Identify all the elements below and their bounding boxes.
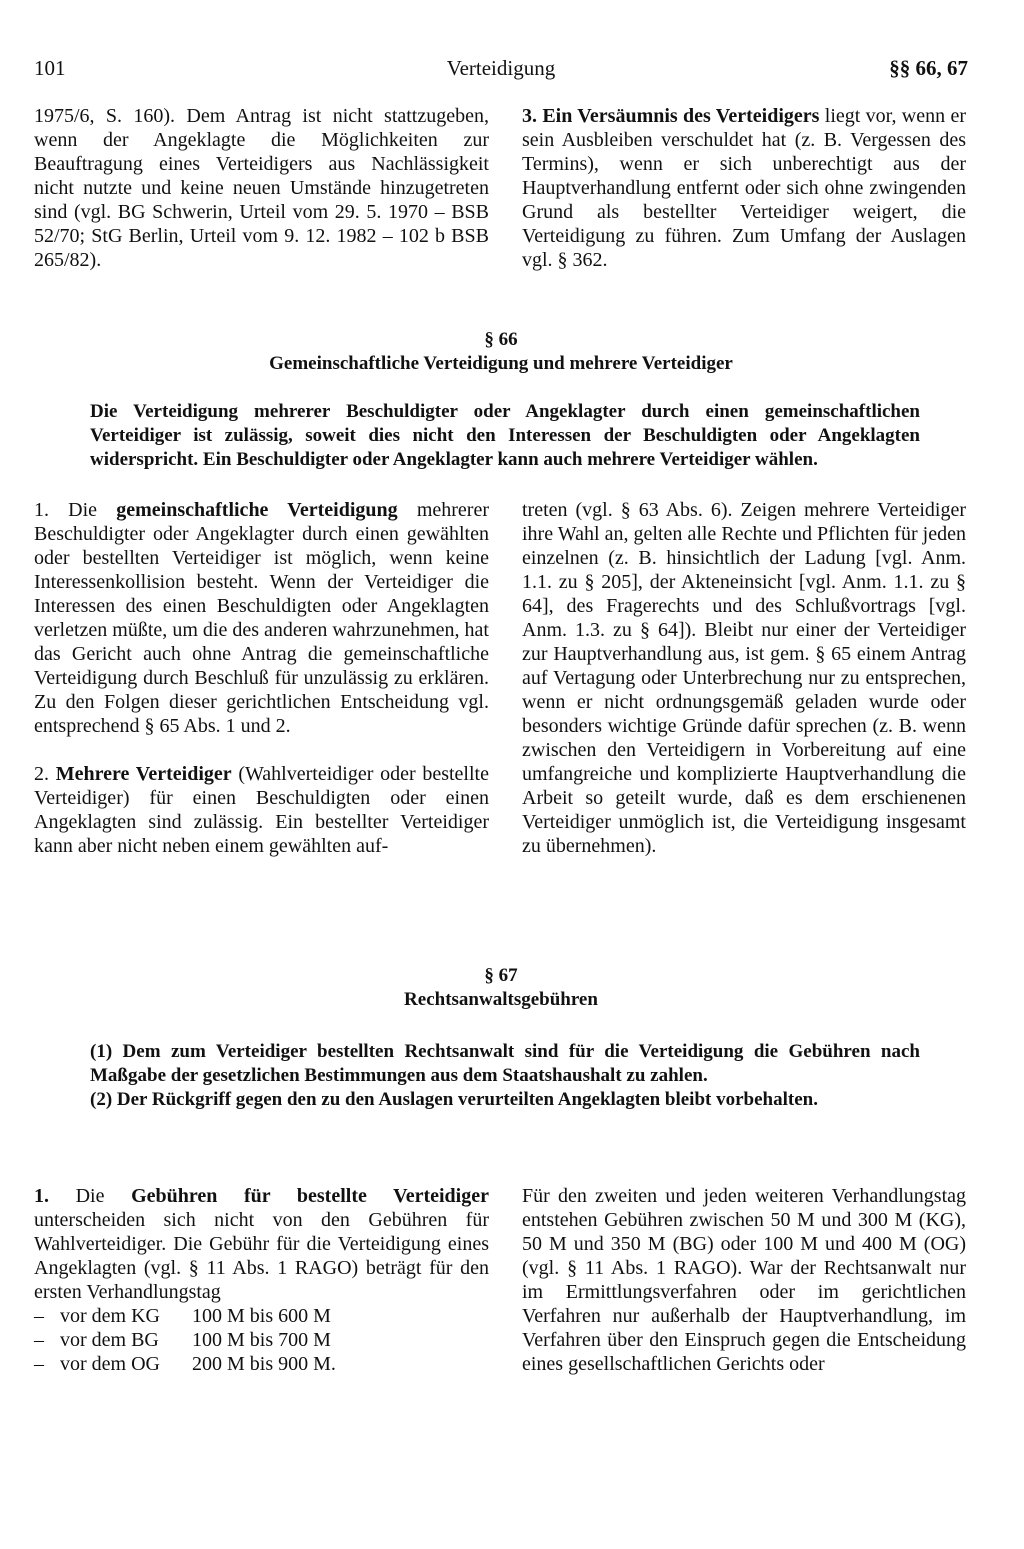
section-67-number: § 67: [484, 965, 518, 986]
fee-court: vor dem KG: [60, 1305, 160, 1327]
annotation-continuation: treten (vgl. § 63 Abs. 6). Zeigen mehrere Verteidiger ihre Wahl an, gelten alle Rechte und Pflichten für jeden einzelnen (z. B. hinsichtlich der Ladung [vgl. Anm. 1.1. zu § 205], der Akteneinsicht [vgl. Anm. 1.1. zu § 64], des Fragerechts und des Schlußvortrags [vgl. Anm. 1.3. zu § 64]). Bleibt nur einer der Verteidiger zur Hauptverhandlung aus, ist gem. § 65 einem Antrag auf Vertagung oder Unterbrechung nur zu entsprechen, wenn er nicht ordnungsgemäß geladen wurde oder besonders wichtige Gründe dafür sprechen (z. B. wenn zwischen den Verteidigern in Vorbereitung auf eine umfangreiche und komplizierte Hauptverhandlung die Arbeit so geteilt wurde, daß es dem erschienenen Verteidiger unmöglich ist, die Verteidigung insgesamt zu übernehmen).: [522, 499, 966, 857]
section-67-title: Rechtsanwaltsgebühren: [404, 989, 598, 1010]
annotation-number: 2.: [34, 763, 49, 785]
top-left-column: [34, 104, 489, 272]
fee-range: 100 M bis 600 M: [192, 1305, 331, 1327]
statute-text: Die Verteidigung mehrerer Beschuldigter oder Angeklagter durch einen gemeinschaftlichen Verteidiger ist zulässig, soweit dies nicht den Interessen der Beschuldigten oder Angeklagten widerspricht. Ein Beschuldigter oder Angeklagter kann auch mehrere Verteidiger wählen.: [90, 401, 920, 470]
running-title: Verteidigung: [446, 56, 556, 80]
annotation-number: 3.: [522, 105, 537, 127]
annotation-text: liegt vor, wenn er sein Ausbleiben verschuldet hat (z. B. Vergessen des Termins), wenn er sich unberechtigt aus der Hauptverhandlung entfernt oder sich ohne zwingenden Grund als bestellter Verteidiger weigert, die Verteidigung zu führen. Zum Umfang der Auslagen vgl. § 362.: [522, 105, 966, 271]
fee-court: vor dem BG: [60, 1329, 159, 1351]
annotation-text: unterscheiden sich nicht von den Gebühren für Wahlverteidiger. Die Gebühr für die Verteidigung eines Angeklagten (vgl. § 11 Abs. 1 RAGO) beträgt für den ersten Verhandlungstag: [34, 1209, 489, 1303]
s67-right-column: [522, 1184, 966, 1376]
list-dash: –: [34, 1305, 44, 1327]
annotation-3: [522, 104, 966, 272]
s67-annotation-1: [34, 1184, 489, 1304]
annotation-keyword: Gebühren für bestellte Verteidiger: [131, 1185, 489, 1207]
section-66-statute: [90, 400, 920, 472]
annotation-keyword: Ein Versäumnis des Verteidigers: [542, 105, 820, 127]
fee-item: [34, 1328, 489, 1352]
list-dash: –: [34, 1329, 44, 1351]
annotation-keyword: gemeinschaftliche Verteidigung: [116, 499, 398, 521]
annotation-text: (Wahlverteidiger oder bestellte Verteidiger) für einen Beschuldigten oder einen Angeklagten sind zulässig. Ein bestellter Verteidiger kann aber nicht neben einem gewählten auf-: [34, 763, 489, 857]
section-66-number: § 66: [484, 329, 518, 350]
annotation-prefix: Die: [49, 1185, 132, 1207]
annotation-keyword: Mehrere Verteidiger: [49, 763, 232, 785]
running-header: [34, 56, 968, 86]
statute-paragraph-2: (2) Der Rückgriff gegen den zu den Auslagen verurteilten Angeklagten bleibt vorbehalten.: [90, 1089, 818, 1110]
annotation-continuation: Für den zweiten und jeden weiteren Verhandlungstag entstehen Gebühren zwischen 50 M und 300 M (KG), 50 M und 350 M (BG) oder 100 M und 400 M (OG) (vgl. § 11 Abs. 1 RAGO). War der Rechtsanwalt nur im Ermittlungsverfahren oder im gerichtlichen Verfahren nur außerhalb der Hauptverhandlung, im Verfahren über den Einspruch gegen die Entscheidung eines gesellschaftlichen Gerichts oder: [522, 1185, 966, 1375]
statute-paragraph-1: (1) Dem zum Verteidiger bestellten Rechtsanwalt sind für die Verteidigung die Gebühren nach Maßgabe der gesetzlichen Bestimmungen aus dem Staatshaushalt zu zahlen.: [90, 1041, 920, 1086]
list-dash: –: [34, 1353, 44, 1375]
fee-range: 100 M bis 700 M: [192, 1329, 331, 1351]
fee-item: [34, 1304, 489, 1328]
section-67-statute: [90, 1040, 920, 1112]
section-66-title: Gemeinschaftliche Verteidigung und mehrere Verteidiger: [269, 353, 733, 374]
annotation-prefix: Die: [49, 499, 117, 521]
section-reference: §§ 66, 67: [889, 56, 968, 80]
fee-court: vor dem OG: [60, 1353, 160, 1375]
fee-range: 200 M bis 900 M.: [192, 1353, 336, 1375]
annotation-number: 1.: [34, 1185, 49, 1207]
top-right-column: [522, 104, 966, 272]
annotation-number: 1.: [34, 499, 49, 521]
fee-item: [34, 1352, 489, 1376]
s67-left-column: [34, 1184, 489, 1376]
s66-right-column: [522, 498, 966, 858]
fee-list: [34, 1304, 489, 1376]
annotation-text: mehrerer Beschuldigter oder Angeklagter durch einen gewählten oder bestellten Verteidiger ist möglich, wenn keine Interessenkollision besteht. Wenn der Verteidiger die Interessen des einen Beschuldigten oder Angeklagten verletzen müßte, um die des anderen wahrzunehmen, hat das Gericht auch ohne Antrag die gemeinschaftliche Verteidigung durch Beschluß für unzulässig zu erklären. Zu den Folgen dieser gerichtlichen Entscheidung vgl. entsprechend § 65 Abs. 1 und 2.: [34, 499, 489, 737]
page-number: 101: [34, 56, 66, 80]
s66-annotation-2: [34, 762, 489, 858]
continuation-paragraph: 1975/6, S. 160). Dem Antrag ist nicht stattzugeben, wenn der Angeklagte die Möglichkeiten zur Beauftragung eines Verteidigers aus Nachlässigkeit nicht nutzte und keine neuen Umstände hinzugetreten sind (vgl. BG Schwerin, Urteil vom 29. 5. 1970 – BSB 52/70; StG Berlin, Urteil vom 9. 12. 1982 – 102 b BSB 265/82).: [34, 105, 489, 271]
s66-annotation-1: [34, 498, 489, 738]
s66-left-column: [34, 498, 489, 858]
